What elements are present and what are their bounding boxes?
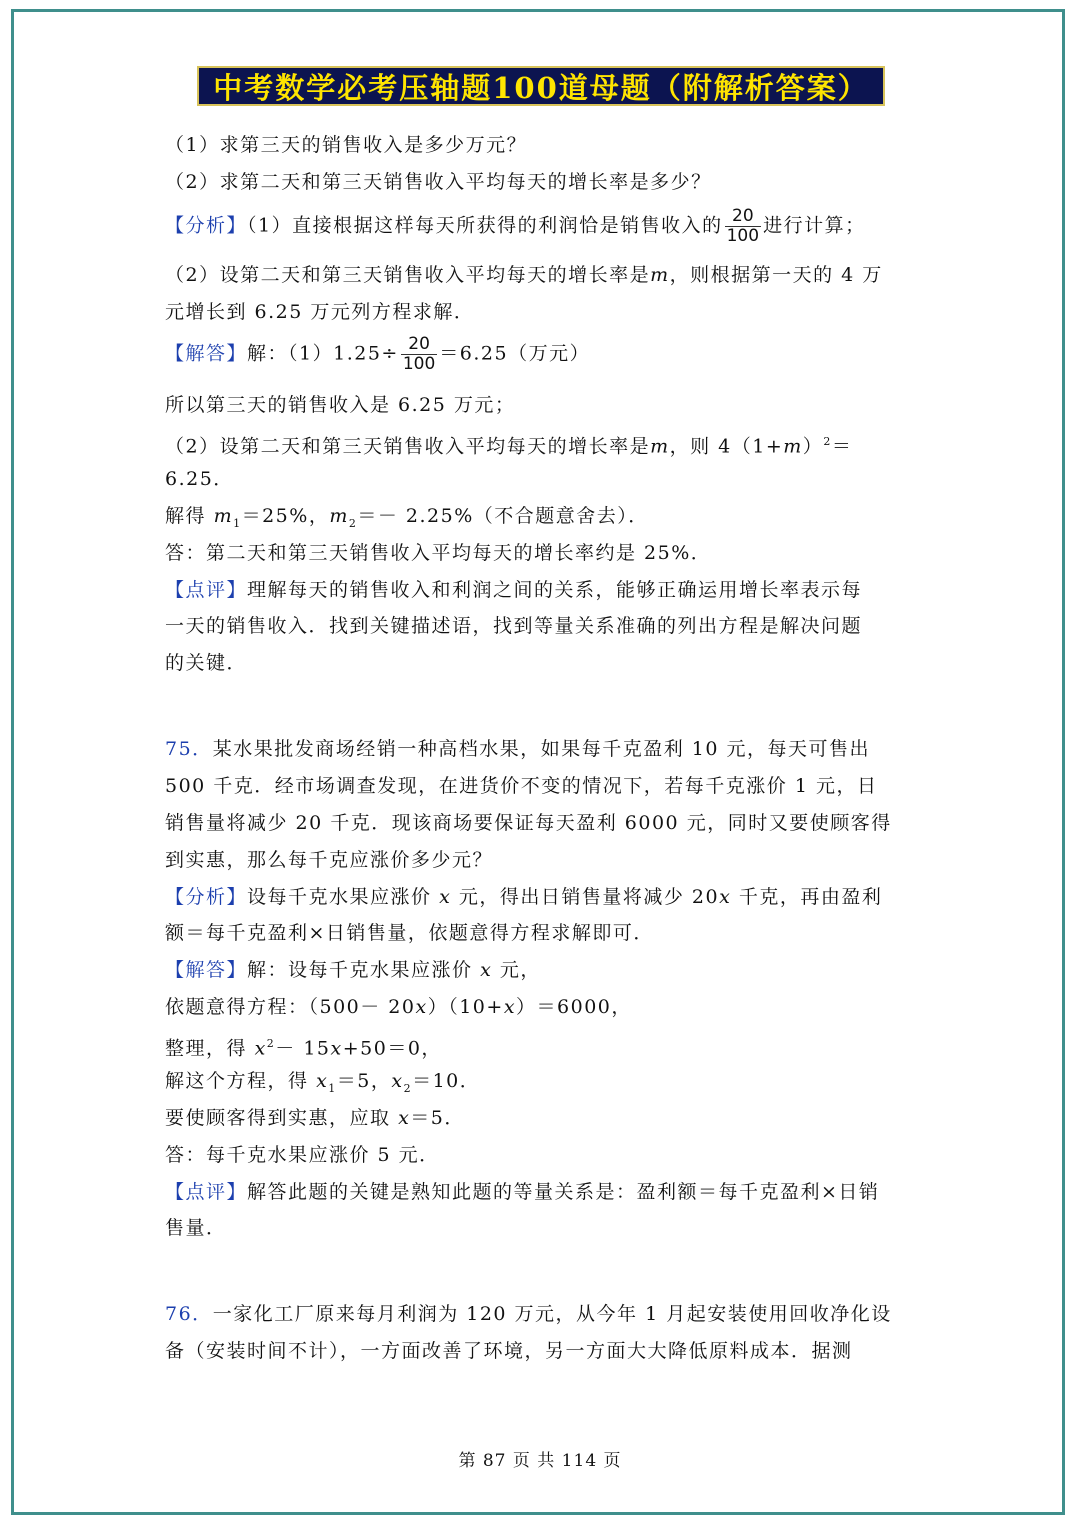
q74-part2: （2）求第二天和第三天销售收入平均每天的增长率是多少？	[165, 171, 712, 193]
page-footer: 第 87 页 共 114 页	[458, 1451, 622, 1471]
q74-comment-line2: 一天的销售收入．找到关键描述语，找到等量关系准确的列出方程是解决问题	[165, 615, 863, 637]
q74-part1: （1）求第三天的销售收入是多少万元？	[165, 134, 528, 156]
q75-question-line3: 销售量将减少 20 千克．现该商场要保证每天盈利 6000 元，同时又要使顾客得	[165, 812, 892, 834]
q75-comment-line2: 售量．	[165, 1217, 227, 1239]
q75-answer-line2: 依题意得方程：（500－ 20x）（10+x）＝6000，	[165, 996, 632, 1018]
q76-question-line2: 备（安装时间不计），一方面改善了环境，另一方面大大降低原料成本．据测	[165, 1340, 853, 1362]
q75-answer-line1: 【解答】解：设每千克水果应涨价 x 元，	[165, 959, 541, 981]
answer-tag: 【解答】	[165, 342, 248, 365]
q74-answer-line1: 【解答】解：（1）1.25÷ $\frac{20}{100}$ ＝6.25（万元）	[165, 334, 591, 374]
q75-analysis-line1: 【分析】设每千克水果应涨价 x 元，得出日销售量将减少 20x 千克，再由盈利	[165, 886, 883, 908]
answer-tag: 【解答】	[165, 959, 248, 981]
page-title: 中考数学必考压轴题100道母题（附解析答案）	[213, 70, 869, 105]
q74-answer-line6: 答：第二天和第三天销售收入平均每天的增长率约是 25%．	[165, 542, 712, 564]
title-banner	[197, 66, 885, 106]
q74-analysis-line2: （2）设第二天和第三天销售收入平均每天的增长率是m，则根据第一天的 4 万	[165, 264, 883, 286]
q75-answer-line3: 整理，得 $x^2- 15x+50=0$，	[165, 1037, 442, 1060]
q75-question-line1: 75．某水果批发商场经销一种高档水果，如果每千克盈利 10 元，每天可售出	[165, 738, 870, 760]
q75-question-line4: 到实惠，那么每千克应涨价多少元？	[165, 849, 494, 871]
analysis-tag: 【分析】	[165, 214, 248, 237]
q74-answer-line5: 解得 $m_1=25\%$，$m_2=- 2.25\%$（不合题意舍去）．	[165, 505, 649, 530]
q74-answer-line2: 所以第三天的销售收入是 6.25 万元；	[165, 394, 516, 416]
q75-answer-line4: 解这个方程，得 $x_1=5$，$x_2=10$．	[165, 1070, 481, 1095]
q74-answer-line4: 6.25．	[165, 468, 234, 490]
q74-answer-line3: （2）设第二天和第三天销售收入平均每天的增长率是m，则 $4(1+m)^2=$	[165, 435, 853, 458]
q75-analysis-line2: 额＝每千克盈利×日销售量，依题意得方程求解即可．	[165, 922, 654, 944]
analysis-tag: 【分析】	[165, 886, 248, 908]
fraction: $\frac{20}{100}$	[726, 206, 760, 246]
q75-question-line2: 500 千克．经市场调查发现，在进货价不变的情况下，若每千克涨价 1 元，日	[165, 775, 878, 797]
q74-analysis-line1: 【分析】（1）直接根据这样每天所获得的利润恰是销售收入的 $\frac{20}{100}$ 进行计算；	[165, 206, 866, 246]
q75-comment-line1: 【点评】解答此题的关键是熟知此题的等量关系是：盈利额＝每千克盈利×日销	[165, 1181, 880, 1203]
q75-answer-line6: 答：每千克水果应涨价 5 元．	[165, 1144, 440, 1166]
question-number: 75．	[165, 738, 213, 760]
fraction: $\frac{20}{100}$	[402, 334, 436, 374]
q74-comment-line3: 的关键．	[165, 652, 248, 674]
q74-comment-line1: 【点评】理解每天的销售收入和利润之间的关系，能够正确运用增长率表示每	[165, 579, 863, 601]
question-number: 76．	[165, 1303, 213, 1325]
q74-analysis-line3: 元增长到 6.25 万元列方程求解．	[165, 301, 475, 323]
comment-tag: 【点评】	[165, 1181, 248, 1203]
q75-answer-line5: 要使顾客得到实惠，应取 x＝5．	[165, 1107, 465, 1129]
q76-question-line1: 76．一家化工厂原来每月利润为 120 万元，从今年 1 月起安装使用回收净化设	[165, 1303, 892, 1325]
comment-tag: 【点评】	[165, 579, 248, 601]
